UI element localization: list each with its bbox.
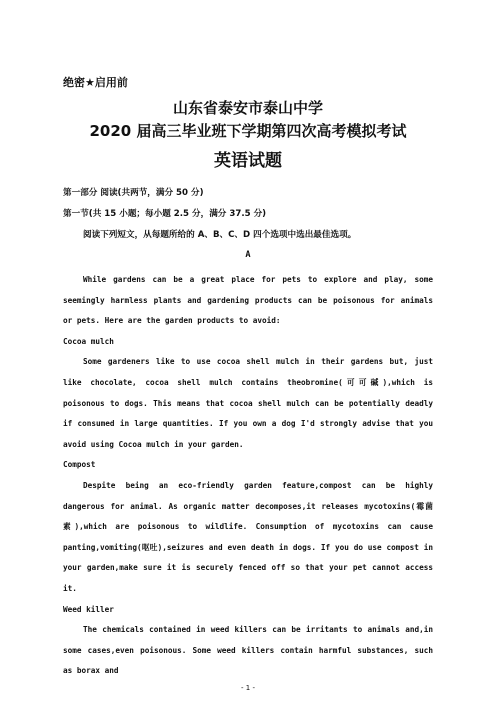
passage-body: [63, 270, 433, 682]
passage-intro: While gardens can be a great place for pets to explore and play, some seemingly harmless plants and gardening products can be poisonous for animals or pets. Here are the garden products to avoid:: [63, 275, 433, 326]
school-name: 山东省泰安市泰山中学: [172, 99, 323, 117]
section-heading: 第一节(共 15 小题；每小题 2.5 分，满分 37.5 分): [63, 209, 267, 219]
subheading-cocoa-mulch: Cocoa mulch: [63, 336, 114, 346]
paragraph-weed-killer: The chemicals contained in weed killers can be irritants to animals and,in some cases,even poisonous. Some weed killers contain harmful substances, such as borax and: [63, 625, 433, 676]
subheading-compost: Compost: [63, 460, 96, 470]
page-number: - 1 -: [241, 684, 255, 692]
subheading-weed-killer: Weed killer: [63, 604, 114, 614]
paragraph-cocoa-mulch: Some gardeners like to use cocoa shell mulch in their gardens but, just like chocolate, cocoa shell mulch contains theobromine(可可碱),which is poisonous to dogs. This means that cocoa shell mulch can be potentially deadly if consumed in large quantities. If you own a dog I'd strongly advise that you avoid using Cocoa mulch in your garden.: [63, 357, 433, 449]
part-heading: 第一部分 阅读(共两节，满分 50 分): [63, 188, 204, 198]
passage-letter: A: [245, 250, 251, 260]
paragraph-compost: Despite being an eco-friendly garden feature,compost can be highly dangerous for animal. As organic matter decomposes,it releases mycotoxins(霉菌素),which are poisonous to wildlife. Consumption of mycotoxins can cause panting,vomiting(呕吐),seizures and even death in dogs. If you do use compost in your garden,make sure it is securely fenced off so that your pet cannot access it.: [63, 480, 433, 593]
directions-text: 阅读下列短文，从每题所给的 A、B、C、D 四个选项中选出最佳选项。: [83, 230, 357, 240]
subject-title: 英语试题: [214, 151, 282, 171]
confidential-mark: 绝密★启用前: [63, 76, 128, 89]
exam-title: 2020 届高三毕业班下学期第四次高考模拟考试: [89, 122, 407, 140]
